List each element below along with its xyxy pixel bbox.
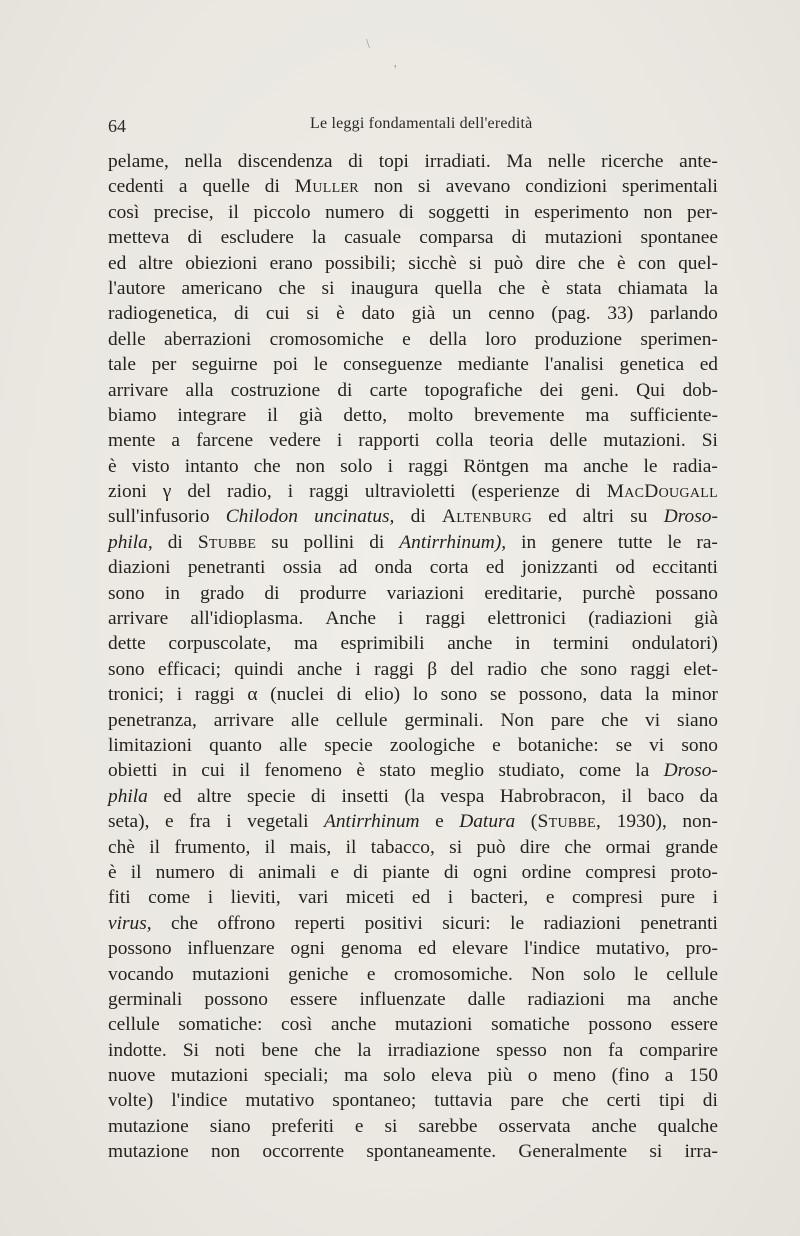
text-line: mente a farcene vedere i rapporti colla teoria delle mutazioni. Si bbox=[108, 430, 718, 452]
text-line: limitazioni quanto alle specie zoologiche e botaniche: se vi sono bbox=[108, 734, 718, 756]
scan-mark-top: \ bbox=[366, 37, 370, 52]
text-line: così precise, il piccolo numero di soggetti in esperimento non per- bbox=[108, 201, 718, 223]
text-line: mutazione non occorrente spontaneamente. Generalmente si irra- bbox=[108, 1141, 718, 1163]
text-line: sono efficaci; quindi anche i raggi β del radio che sono raggi elet- bbox=[108, 658, 718, 680]
text-line: obietti in cui il fenomeno è stato meglio studiato, come la Droso- bbox=[108, 760, 718, 782]
text-line: cedenti a quelle di Muller non si avevano condizioni sperimentali bbox=[108, 176, 718, 198]
text-line: è il numero di animali e di piante di ogni ordine compresi proto- bbox=[108, 861, 718, 883]
text-line: l'autore americano che si inaugura quella che è stata chiamata la bbox=[108, 277, 718, 299]
text-line: mutazione siano preferiti e si sarebbe osservata anche qualche bbox=[108, 1115, 718, 1137]
text-line: penetranza, arrivare alle cellule germinali. Non pare che vi siano bbox=[108, 709, 718, 731]
text-line: fiti come i lieviti, vari miceti ed i bacteri, e compresi pure i bbox=[108, 887, 718, 909]
text-line: tronici; i raggi α (nuclei di elio) lo sono se possono, data la minor bbox=[108, 684, 718, 706]
text-line: dette corpuscolate, ma esprimibili anche in termini ondulatori) bbox=[108, 633, 718, 655]
text-line: metteva di escludere la casuale comparsa di mutazioni spontanee bbox=[108, 227, 718, 249]
text-line: seta), e fra i vegetali Antirrhinum e Datura (Stubbe, 1930), non- bbox=[108, 811, 718, 833]
text-line: ed altre obiezioni erano possibili; sicchè si può dire che è con quel- bbox=[108, 252, 718, 274]
text-line: indotte. Si noti bene che la irradiazione spesso non fa comparire bbox=[108, 1039, 718, 1061]
text-line: delle aberrazioni cromosomiche e della loro produzione sperimen- bbox=[108, 328, 718, 350]
text-line: zioni γ del radio, i raggi ultravioletti (esperienze di MacDougall bbox=[108, 481, 718, 503]
text-line: volte) l'indice mutativo spontaneo; tuttavia pare che certi tipi di bbox=[108, 1090, 718, 1112]
running-title: Le leggi fondamentali dell'eredità bbox=[310, 115, 533, 132]
text-line: radiogenetica, di cui si è dato già un cenno (pag. 33) parlando bbox=[108, 303, 718, 325]
body-text bbox=[108, 149, 718, 1165]
text-line: vocando mutazioni geniche e cromosomiche. Non solo le cellule bbox=[108, 963, 718, 985]
text-line: arrivare alla costruzione di carte topografiche dei geni. Qui dob- bbox=[108, 379, 718, 401]
text-line: germinali possono essere influenzate dalle radiazioni ma anche bbox=[108, 988, 718, 1010]
text-line: arrivare all'idioplasma. Anche i raggi elettronici (radiazioni già bbox=[108, 608, 718, 630]
text-line: tale per seguirne poi le conseguenze mediante l'analisi genetica ed bbox=[108, 354, 718, 376]
text-line: diazioni penetranti ossia ad onda corta ed jonizzanti od eccitanti bbox=[108, 557, 718, 579]
text-line: chè il frumento, il mais, il tabacco, si può dire che ormai grande bbox=[108, 836, 718, 858]
text-line: è visto intanto che non solo i raggi Röntgen ma anche le radia- bbox=[108, 455, 718, 477]
text-line: pelame, nella discendenza di topi irradiati. Ma nelle ricerche ante- bbox=[108, 151, 718, 172]
scan-mark-side: ' bbox=[394, 63, 397, 78]
text-line: virus, che offrono reperti positivi sicuri: le radiazioni penetranti bbox=[108, 912, 718, 934]
text-line: sull'infusorio Chilodon uncinatus, di Altenburg ed altri su Droso- bbox=[108, 506, 718, 528]
text-line: phila, di Stubbe su pollini di Antirrhinum), in genere tutte le ra- bbox=[108, 531, 718, 553]
text-line: sono in grado di produrre variazioni ereditarie, purchè possano bbox=[108, 582, 718, 604]
text-line: cellule somatiche: così anche mutazioni somatiche possono essere bbox=[108, 1014, 718, 1036]
text-line: phila ed altre specie di insetti (la vespa Habrobracon, il baco da bbox=[108, 785, 718, 807]
text-line: nuove mutazioni speciali; ma solo eleva più o meno (fino a 150 bbox=[108, 1065, 718, 1087]
page-header bbox=[108, 112, 718, 138]
page-number: 64 bbox=[108, 116, 126, 136]
text-line: possono influenzare ogni genoma ed elevare l'indice mutativo, pro- bbox=[108, 938, 718, 960]
text-line: biamo integrare il già detto, molto brevemente ma sufficiente- bbox=[108, 404, 718, 426]
